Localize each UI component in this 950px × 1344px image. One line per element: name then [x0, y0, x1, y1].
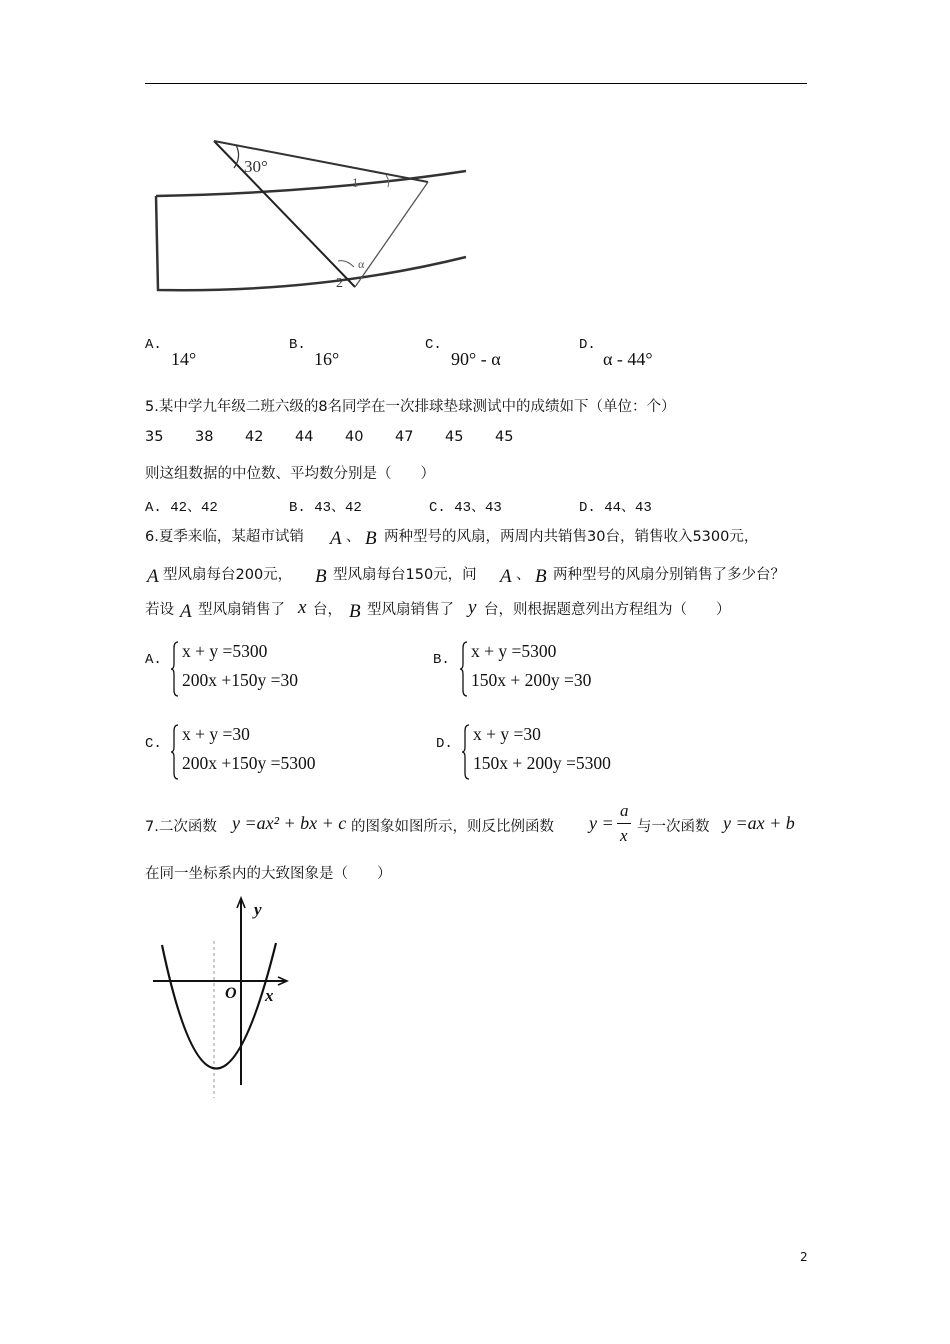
q5-score: 47: [395, 429, 414, 445]
q5-stem: 5.某中学九年级二班六级的8名同学在一次排球垫球测试中的成绩如下（单位：个）: [145, 399, 676, 415]
q6-line3-b: 型风扇销售了: [198, 602, 285, 618]
q6-var-y: y: [468, 597, 477, 618]
ruler-outline: [156, 171, 466, 290]
q6-option-a-label: A.: [145, 652, 162, 668]
q7-line2: 在同一坐标系内的大致图象是（ ）: [145, 866, 392, 882]
equation-1: x + y =30: [182, 724, 250, 744]
q6-sep: 、: [516, 567, 531, 583]
equation-1: x + y =5300: [471, 641, 557, 661]
equation-1: x + y =30: [473, 724, 541, 744]
q7-reciprocal-lhs: y =: [589, 813, 614, 833]
q5-score: 40: [345, 429, 364, 445]
q6-option-c-label: C.: [145, 736, 162, 752]
q6-line3-d: 型风扇销售了: [367, 602, 454, 618]
equation-1: x + y =5300: [182, 641, 268, 661]
q6-line3-e: 台，则根据题意列出方程组为（ ）: [484, 602, 731, 618]
q4-option-a-label: A.: [145, 337, 162, 353]
q7-quadratic: y =ax² + bx + c: [232, 813, 347, 833]
equation-2: 200x +150y =5300: [182, 753, 316, 773]
brace-icon: [170, 640, 180, 698]
origin-label: O: [225, 985, 237, 1002]
q6-var-b: B: [535, 566, 547, 587]
angle-label-30: 30°: [244, 157, 268, 176]
q4-option-c-label: C.: [425, 337, 442, 353]
triangle-hypotenuse: [214, 141, 355, 287]
q6-var-b: B: [365, 528, 377, 549]
brace-icon: [459, 640, 469, 698]
q4-option-c-value: 90° - α: [451, 349, 501, 369]
q5-score: 44: [295, 429, 314, 445]
q4-option-a-value: 14°: [171, 349, 197, 369]
q7-fraction-denominator: x: [620, 826, 628, 845]
q5-score: 45: [495, 429, 514, 445]
brace-icon: [461, 723, 471, 781]
q4-option-d-label: D.: [579, 337, 596, 353]
angle-mark-2: 2: [336, 276, 343, 291]
q5-option-b: B. 43、42: [289, 500, 362, 516]
q7-fraction-numerator: a: [620, 801, 629, 820]
q6-var-a: A: [500, 566, 512, 587]
x-axis-label: x: [265, 986, 274, 1005]
q6-line1-b: 两种型号的风扇，两周内共销售30台，销售收入5300元，: [384, 529, 759, 545]
q6-line1-a: 6.夏季来临，某超市试销: [145, 529, 304, 545]
q6-line3-c: 台，: [313, 602, 342, 618]
q5-option-a: A. 42、42: [145, 500, 218, 516]
brace-icon: [170, 723, 180, 781]
q6-var-b: B: [349, 601, 361, 622]
parabola-curve: [162, 943, 276, 1069]
angle-arc-alpha: [338, 261, 354, 267]
q5-score: 35: [145, 429, 164, 445]
q5-option-d: D. 44、43: [579, 500, 652, 516]
q6-sep: 、: [346, 529, 361, 545]
q6-var-b: B: [315, 566, 327, 587]
q7-parabola-graph: [150, 893, 290, 1103]
angle-mark-1: 1: [352, 175, 359, 190]
q6-var-a: A: [180, 601, 192, 622]
q7-mid2: 与一次函数: [637, 819, 710, 835]
q6-var-a: A: [147, 566, 159, 587]
q4-option-b-value: 16°: [314, 349, 340, 369]
q6-line3-a: 若设: [145, 602, 174, 618]
page-number: 2: [800, 1250, 808, 1264]
q7-linear: y =ax + b: [723, 813, 795, 833]
triangle-right-edge: [355, 182, 428, 287]
q6-option-d-system: [461, 723, 661, 781]
q5-option-c: C. 43、43: [429, 500, 502, 516]
header-rule: [145, 83, 807, 84]
q6-line2-c: 两种型号的风扇分别销售了多少台？: [553, 567, 785, 583]
q5-score: 42: [245, 429, 264, 445]
q4-option-d-value: α - 44°: [603, 349, 653, 369]
q6-line2-a: 型风扇每台200元，: [163, 567, 293, 583]
q5-score: 45: [445, 429, 464, 445]
y-axis-label: y: [254, 900, 262, 919]
q7-fraction-bar: [617, 823, 631, 824]
q6-var-x: x: [298, 597, 307, 618]
q7-mid: 的图象如图所示，则反比例函数: [351, 819, 554, 835]
equation-2: 150x + 200y =5300: [473, 753, 611, 773]
q6-option-d-label: D.: [436, 736, 453, 752]
q6-option-b-label: B.: [433, 652, 450, 668]
q6-option-b-system: [459, 640, 659, 698]
equation-2: 150x + 200y =30: [471, 670, 592, 690]
q7-prefix: 7.二次函数: [145, 819, 217, 835]
q6-option-a-system: [170, 640, 370, 698]
q6-var-a: A: [330, 528, 342, 549]
angle-mark-alpha: α: [358, 257, 365, 271]
q5-question: 则这组数据的中位数、平均数分别是（ ）: [145, 466, 435, 482]
equation-2: 200x +150y =30: [182, 670, 298, 690]
q5-score: 38: [195, 429, 214, 445]
q6-option-c-system: [170, 723, 370, 781]
q4-option-b-label: B.: [289, 337, 306, 353]
q6-line2-b: 型风扇每台150元，问: [333, 567, 477, 583]
q4-geometry-figure: [150, 135, 470, 300]
